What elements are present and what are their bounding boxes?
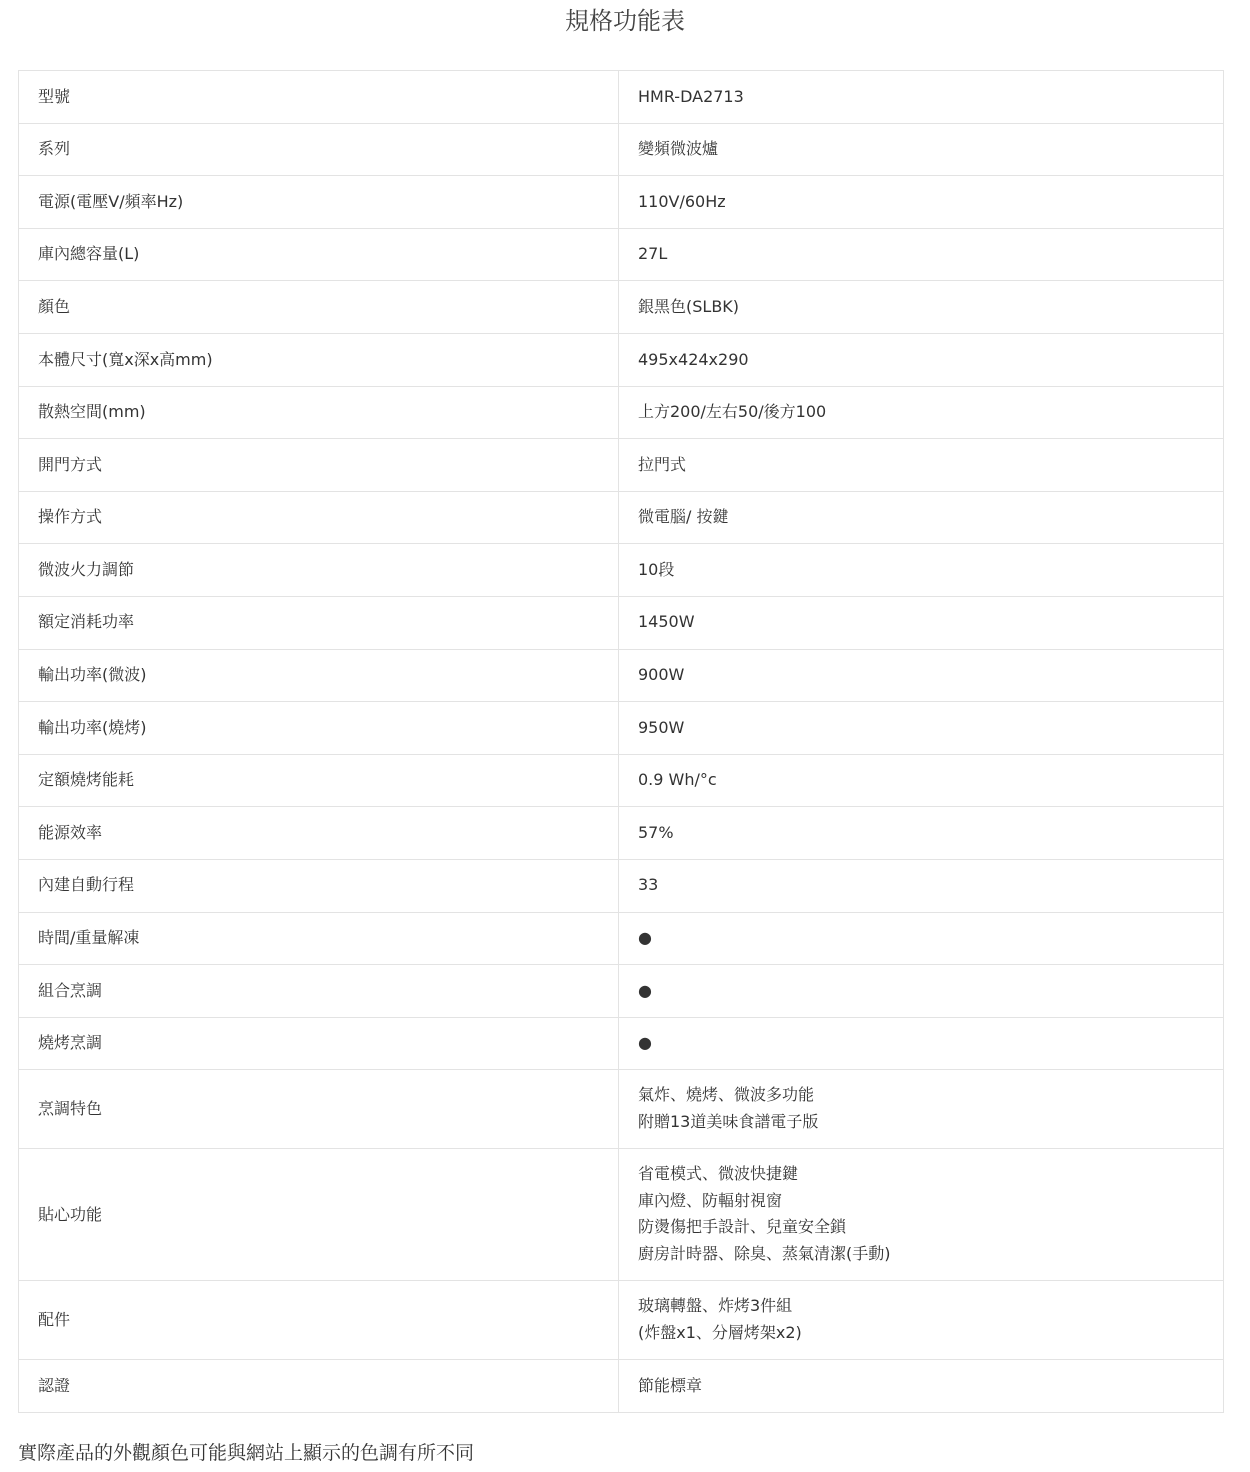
spec-label: 系列 <box>19 123 619 176</box>
spec-value <box>619 1017 1224 1070</box>
spec-row <box>19 1070 1224 1149</box>
spec-row <box>19 1017 1224 1070</box>
spec-label: 型號 <box>19 71 619 124</box>
spec-value-line: 1450W <box>638 612 695 632</box>
spec-row <box>19 649 1224 702</box>
spec-value-line: 0.9 Wh/°c <box>638 770 717 790</box>
spec-value-line: 950W <box>638 717 685 737</box>
spec-label: 散熱空間(mm) <box>19 386 619 439</box>
spec-label: 時間/重量解凍 <box>19 912 619 965</box>
spec-label: 組合烹調 <box>19 965 619 1018</box>
spec-value <box>619 859 1224 912</box>
spec-label: 輸出功率(燒烤) <box>19 702 619 755</box>
spec-label: 內建自動行程 <box>19 859 619 912</box>
spec-row <box>19 123 1224 176</box>
spec-row <box>19 965 1224 1018</box>
spec-value-line: 10段 <box>638 559 675 579</box>
spec-row <box>19 176 1224 229</box>
spec-value-line: 57% <box>638 822 674 842</box>
spec-value-line: 微電腦/ 按鍵 <box>638 507 729 527</box>
spec-label: 電源(電壓V/頻率Hz) <box>19 176 619 229</box>
spec-value-line: 氣炸、燒烤、微波多功能 <box>638 1085 815 1105</box>
spec-value-line: 玻璃轉盤、炸烤3件組 <box>638 1296 793 1316</box>
spec-row <box>19 71 1224 124</box>
spec-value-line: 節能標章 <box>638 1375 703 1395</box>
spec-label: 庫內總容量(L) <box>19 228 619 281</box>
spec-value <box>619 1281 1224 1360</box>
spec-value <box>619 491 1224 544</box>
spec-value-line: 廚房計時器、除臭、蒸氣清潔(手動) <box>638 1243 891 1263</box>
spec-value <box>619 281 1224 334</box>
spec-row <box>19 807 1224 860</box>
spec-value-line: 變頻微波爐 <box>638 139 719 159</box>
spec-value <box>619 807 1224 860</box>
spec-value-line: (炸盤x1、分層烤架x2) <box>638 1322 802 1342</box>
spec-label: 開門方式 <box>19 439 619 492</box>
spec-label: 配件 <box>19 1281 619 1360</box>
spec-value-line: 上方200/左右50/後方100 <box>638 402 827 422</box>
spec-row <box>19 386 1224 439</box>
spec-table <box>18 70 1224 1413</box>
spec-value-line: ● <box>638 1033 652 1053</box>
color-disclaimer: 實際產品的外觀顏色可能與網站上顯示的色調有所不同 <box>18 1442 475 1464</box>
spec-row <box>19 439 1224 492</box>
page-title: 規格功能表 <box>565 7 685 35</box>
spec-label: 輸出功率(微波) <box>19 649 619 702</box>
spec-value <box>619 912 1224 965</box>
spec-label: 操作方式 <box>19 491 619 544</box>
spec-value <box>619 439 1224 492</box>
spec-value-line: 庫內燈、防輻射視窗 <box>638 1190 783 1210</box>
spec-row <box>19 1281 1224 1360</box>
spec-value-line: 110V/60Hz <box>638 191 726 211</box>
spec-row <box>19 859 1224 912</box>
spec-value <box>619 965 1224 1018</box>
spec-row <box>19 228 1224 281</box>
spec-value-line: 附贈13道美味食譜電子版 <box>638 1111 819 1131</box>
spec-label: 顏色 <box>19 281 619 334</box>
spec-value <box>619 176 1224 229</box>
spec-value-line: 防燙傷把手設計、兒童安全鎖 <box>638 1217 847 1237</box>
spec-value-line: 拉門式 <box>638 454 687 474</box>
spec-row <box>19 544 1224 597</box>
spec-label: 認證 <box>19 1360 619 1413</box>
spec-value <box>619 71 1224 124</box>
spec-value <box>619 386 1224 439</box>
spec-value <box>619 123 1224 176</box>
spec-value <box>619 544 1224 597</box>
spec-row <box>19 1360 1224 1413</box>
spec-label: 烹調特色 <box>19 1070 619 1149</box>
spec-label: 貼心功能 <box>19 1149 619 1281</box>
spec-value-line: 省電模式、微波快捷鍵 <box>638 1164 799 1184</box>
spec-row <box>19 912 1224 965</box>
spec-value-line: 銀黑色(SLBK) <box>638 296 740 316</box>
spec-value-line: ● <box>638 980 652 1000</box>
spec-value-line: HMR-DA2713 <box>638 86 744 106</box>
spec-value-line: 27L <box>638 244 668 264</box>
spec-row <box>19 281 1224 334</box>
spec-value <box>619 702 1224 755</box>
spec-label: 定額燒烤能耗 <box>19 754 619 807</box>
spec-row <box>19 596 1224 649</box>
spec-value <box>619 1360 1224 1413</box>
spec-label: 微波火力調節 <box>19 544 619 597</box>
spec-value-line: 495x424x290 <box>638 349 749 369</box>
spec-value-line: 900W <box>638 665 685 685</box>
spec-row <box>19 491 1224 544</box>
spec-row <box>19 702 1224 755</box>
spec-value <box>619 333 1224 386</box>
spec-value <box>619 649 1224 702</box>
spec-value <box>619 754 1224 807</box>
spec-value <box>619 596 1224 649</box>
spec-label: 燒烤烹調 <box>19 1017 619 1070</box>
spec-value-line: ● <box>638 928 652 948</box>
spec-value <box>619 228 1224 281</box>
spec-label: 能源效率 <box>19 807 619 860</box>
spec-label: 本體尺寸(寬x深x高mm) <box>19 333 619 386</box>
spec-row <box>19 754 1224 807</box>
spec-label: 額定消耗功率 <box>19 596 619 649</box>
spec-row <box>19 1149 1224 1281</box>
spec-table-body <box>19 71 1224 1413</box>
spec-row <box>19 333 1224 386</box>
spec-value-line: 33 <box>638 875 659 895</box>
spec-value <box>619 1070 1224 1149</box>
spec-value <box>619 1149 1224 1281</box>
